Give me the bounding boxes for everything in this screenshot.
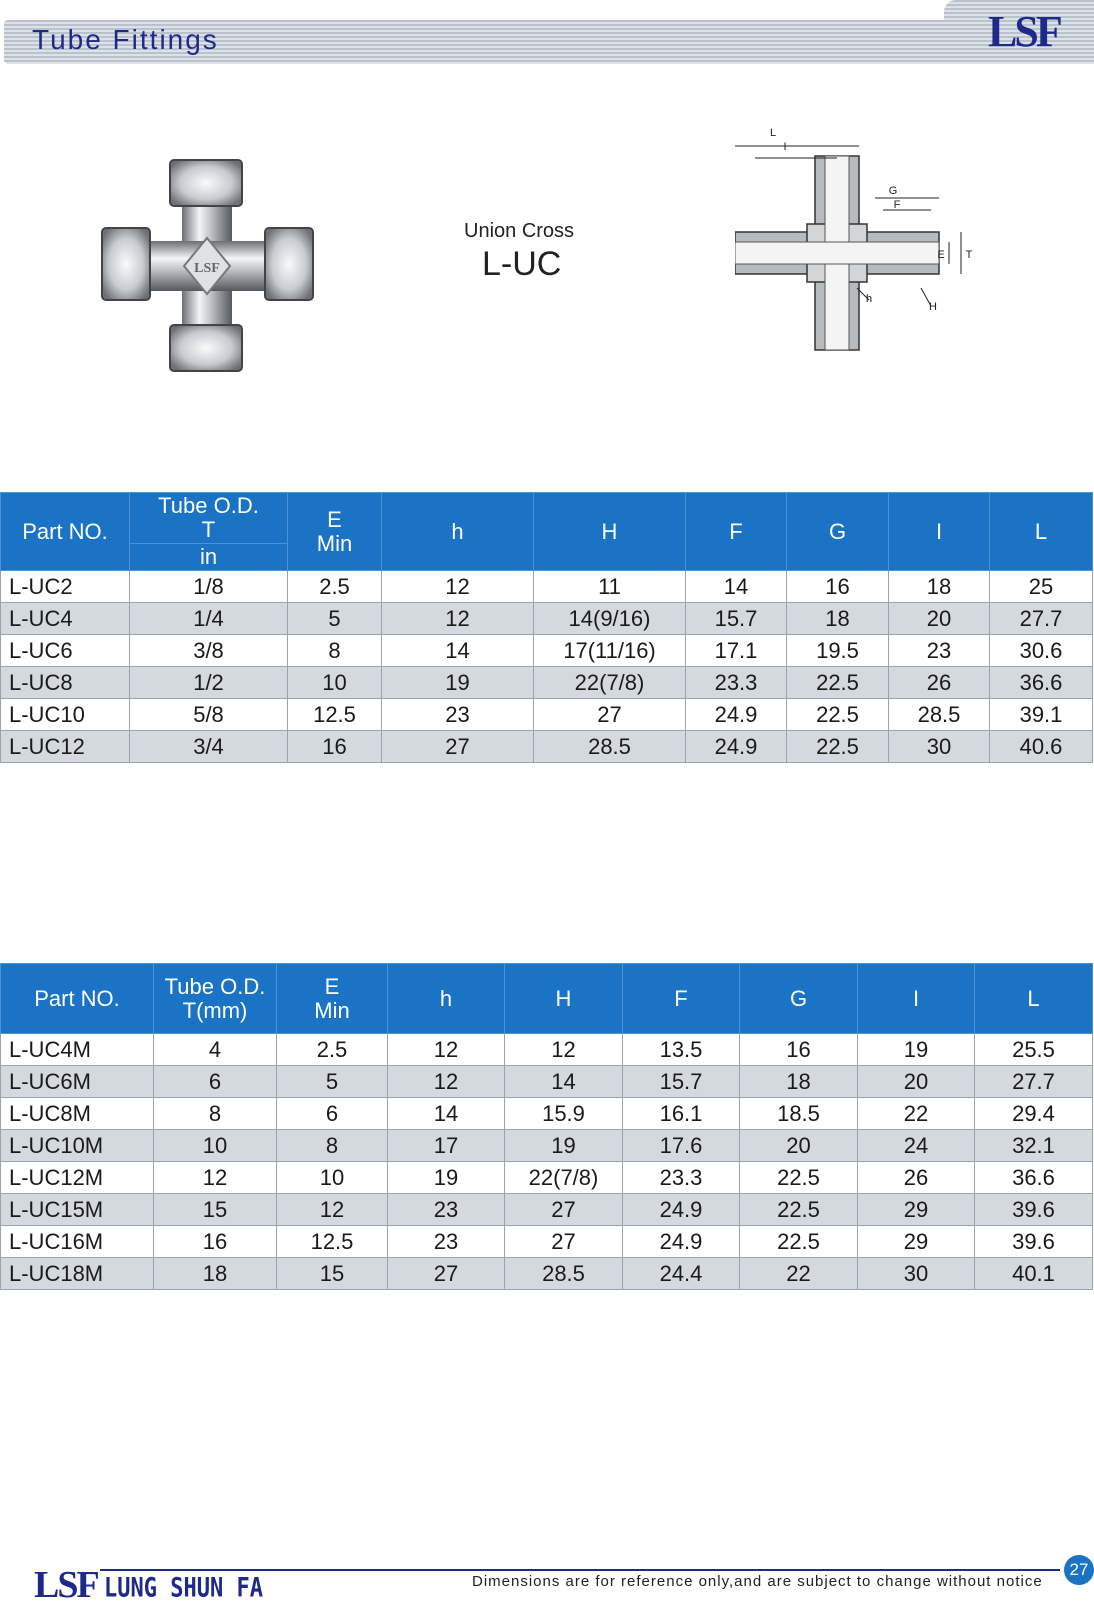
header-e-label: E (324, 973, 340, 999)
cell-e: 5 (277, 1066, 388, 1098)
header-i: I (858, 964, 975, 1034)
product-subtitle: Union Cross (464, 220, 575, 242)
cell-e: 6 (277, 1098, 388, 1130)
footer-company-name: LUNG SHUN FA (104, 1573, 263, 1604)
cell-tube-od: 15 (154, 1194, 277, 1226)
cell-h-small: 23 (388, 1194, 505, 1226)
cell-i: 30 (889, 731, 990, 763)
table-row (1, 731, 1093, 763)
cell-tube-od: 6 (154, 1066, 277, 1098)
cell-h-small: 14 (382, 635, 534, 667)
cell-i: 20 (889, 603, 990, 635)
cell-l: 40.6 (990, 731, 1093, 763)
cell-f: 24.9 (686, 731, 787, 763)
dim-label-I: I (783, 141, 787, 153)
cell-g: 18 (740, 1066, 858, 1098)
cell-h-small: 19 (388, 1162, 505, 1194)
cell-i: 18 (889, 571, 990, 603)
table-row (1, 1098, 1093, 1130)
cell-i: 28.5 (889, 699, 990, 731)
cell-e: 12.5 (277, 1226, 388, 1258)
cell-h-large: 14(9/16) (534, 603, 686, 635)
header-g: G (787, 493, 889, 571)
cell-part-no: L-UC2 (1, 571, 130, 603)
dim-label-L: L (769, 128, 777, 139)
cell-g: 16 (740, 1034, 858, 1066)
cell-h-small: 27 (382, 731, 534, 763)
cell-h-small: 17 (388, 1130, 505, 1162)
cell-part-no: L-UC6 (1, 635, 130, 667)
cell-g: 22.5 (740, 1194, 858, 1226)
cell-part-no: L-UC12 (1, 731, 130, 763)
cell-f: 24.4 (623, 1258, 740, 1290)
cell-part-no: L-UC16M (1, 1226, 154, 1258)
cell-e: 15 (277, 1258, 388, 1290)
cell-tube-od: 16 (154, 1226, 277, 1258)
cell-g: 22.5 (787, 667, 889, 699)
header-h-small: h (388, 964, 505, 1034)
cell-i: 22 (858, 1098, 975, 1130)
cell-i: 26 (858, 1162, 975, 1194)
cell-f: 23.3 (686, 667, 787, 699)
table-row (1, 1194, 1093, 1226)
cell-h-small: 12 (382, 571, 534, 603)
cell-l: 39.6 (975, 1226, 1093, 1258)
cell-e: 5 (288, 603, 382, 635)
header-f: F (686, 493, 787, 571)
cell-g: 18 (787, 603, 889, 635)
cell-i: 29 (858, 1226, 975, 1258)
cell-g: 19.5 (787, 635, 889, 667)
cell-l: 39.6 (975, 1194, 1093, 1226)
cell-h-small: 19 (382, 667, 534, 699)
cell-g: 22.5 (740, 1162, 858, 1194)
cell-f: 23.3 (623, 1162, 740, 1194)
header-h-large: H (505, 964, 623, 1034)
cell-g: 22.5 (787, 731, 889, 763)
cell-tube-od: 12 (154, 1162, 277, 1194)
table-row (1, 1130, 1093, 1162)
cell-l: 40.1 (975, 1258, 1093, 1290)
cell-g: 20 (740, 1130, 858, 1162)
inch-dimension-table (0, 492, 1093, 763)
cell-tube-od: 1/4 (130, 603, 288, 635)
cell-h-large: 14 (505, 1066, 623, 1098)
cell-l: 30.6 (990, 635, 1093, 667)
table-row (1, 635, 1093, 667)
footer-logo: LSF (34, 1564, 98, 1606)
cell-f: 24.9 (623, 1226, 740, 1258)
cell-g: 22.5 (787, 699, 889, 731)
cell-h-small: 23 (382, 699, 534, 731)
cell-h-small: 27 (388, 1258, 505, 1290)
cell-e: 12.5 (288, 699, 382, 731)
cell-tube-od: 10 (154, 1130, 277, 1162)
table-row (1, 1034, 1093, 1066)
cell-i: 23 (889, 635, 990, 667)
header-tube-t: T(mm) (182, 997, 248, 1023)
cell-e: 2.5 (277, 1034, 388, 1066)
brand-logo: LSF (988, 7, 1060, 56)
header-tube-od-label: Tube O.D. (158, 493, 259, 518)
header-tube-od (154, 964, 277, 1034)
cell-f: 17.6 (623, 1130, 740, 1162)
cell-part-no: L-UC12M (1, 1162, 154, 1194)
cell-h-small: 23 (388, 1226, 505, 1258)
cell-tube-od: 4 (154, 1034, 277, 1066)
header-part-no: Part NO. (1, 493, 130, 571)
table-row (1, 1226, 1093, 1258)
cell-h-large: 12 (505, 1034, 623, 1066)
header-g: G (740, 964, 858, 1034)
cell-part-no: L-UC18M (1, 1258, 154, 1290)
cell-part-no: L-UC4M (1, 1034, 154, 1066)
cell-e: 8 (288, 635, 382, 667)
header-tube-od-label: Tube O.D. (164, 973, 266, 999)
table-row (1, 1066, 1093, 1098)
header-l: L (990, 493, 1093, 571)
cell-g: 16 (787, 571, 889, 603)
cell-g: 22 (740, 1258, 858, 1290)
union-cross-drawing-icon (735, 128, 985, 378)
cell-part-no: L-UC10 (1, 699, 130, 731)
cell-e: 12 (277, 1194, 388, 1226)
cell-i: 30 (858, 1258, 975, 1290)
page-number: 27 (1064, 1555, 1094, 1585)
cell-h-large: 17(11/16) (534, 635, 686, 667)
cell-f: 24.9 (686, 699, 787, 731)
cell-l: 29.4 (975, 1098, 1093, 1130)
header-e-min (277, 964, 388, 1034)
cell-f: 15.7 (686, 603, 787, 635)
svg-text:LSF: LSF (194, 261, 220, 276)
cell-h-large: 11 (534, 571, 686, 603)
cell-f: 24.9 (623, 1194, 740, 1226)
header-tube-t: T (201, 517, 216, 542)
cell-tube-od: 5/8 (130, 699, 288, 731)
cell-part-no: L-UC15M (1, 1194, 154, 1226)
cell-i: 24 (858, 1130, 975, 1162)
cell-i: 20 (858, 1066, 975, 1098)
cell-part-no: L-UC8M (1, 1098, 154, 1130)
table-row (1, 603, 1093, 635)
cell-f: 14 (686, 571, 787, 603)
cell-l: 25 (990, 571, 1093, 603)
table-row (1, 667, 1093, 699)
dim-label-H: H (929, 301, 937, 313)
cell-e: 10 (277, 1162, 388, 1194)
cell-h-small: 12 (382, 603, 534, 635)
cell-tube-od: 3/8 (130, 635, 288, 667)
dim-label-T: T (965, 249, 973, 261)
cell-g: 18.5 (740, 1098, 858, 1130)
table-row (1, 1258, 1093, 1290)
cell-part-no: L-UC10M (1, 1130, 154, 1162)
footer-divider (100, 1569, 1060, 1571)
header-h-small: h (382, 493, 534, 571)
cell-h-large: 27 (505, 1226, 623, 1258)
footer-disclaimer: Dimensions are for reference only,and are subject to change without notice (472, 1573, 1043, 1590)
cell-tube-od: 3/4 (130, 731, 288, 763)
cell-h-small: 12 (388, 1066, 505, 1098)
cell-l: 36.6 (975, 1162, 1093, 1194)
header-part-no: Part NO. (1, 964, 154, 1034)
cell-h-large: 19 (505, 1130, 623, 1162)
cell-tube-od: 1/2 (130, 667, 288, 699)
cell-h-large: 22(7/8) (534, 667, 686, 699)
cell-h-large: 22(7/8) (505, 1162, 623, 1194)
dim-label-F: F (893, 199, 901, 211)
table-row (1, 1162, 1093, 1194)
cell-l: 39.1 (990, 699, 1093, 731)
cell-part-no: L-UC4 (1, 603, 130, 635)
union-cross-photo-icon (100, 158, 318, 373)
cell-e: 10 (288, 667, 382, 699)
page-title: Tube Fittings (32, 24, 219, 55)
cell-l: 25.5 (975, 1034, 1093, 1066)
header-min-label: Min (316, 530, 353, 556)
dim-label-G: G (888, 185, 898, 197)
metric-dimension-table (0, 963, 1093, 1290)
header-l: L (975, 964, 1093, 1034)
cell-i: 29 (858, 1194, 975, 1226)
cell-l: 32.1 (975, 1130, 1093, 1162)
cell-h-large: 27 (505, 1194, 623, 1226)
table-row (1, 699, 1093, 731)
cell-g: 22.5 (740, 1226, 858, 1258)
cell-h-large: 15.9 (505, 1098, 623, 1130)
header-min-label: Min (314, 997, 350, 1023)
cell-l: 36.6 (990, 667, 1093, 699)
cell-f: 16.1 (623, 1098, 740, 1130)
cell-f: 13.5 (623, 1034, 740, 1066)
cell-h-small: 12 (388, 1034, 505, 1066)
cell-e: 2.5 (288, 571, 382, 603)
cell-h-small: 14 (388, 1098, 505, 1130)
cell-tube-od: 18 (154, 1258, 277, 1290)
cell-f: 17.1 (686, 635, 787, 667)
cell-h-large: 28.5 (505, 1258, 623, 1290)
cell-i: 19 (858, 1034, 975, 1066)
cell-l: 27.7 (975, 1066, 1093, 1098)
header-h-large: H (534, 493, 686, 571)
header-e-label: E (327, 506, 342, 532)
header-tube-unit: in (130, 544, 288, 571)
cell-e: 16 (288, 731, 382, 763)
cell-e: 8 (277, 1130, 388, 1162)
cell-i: 26 (889, 667, 990, 699)
product-model: L-UC (482, 245, 562, 283)
cell-l: 27.7 (990, 603, 1093, 635)
cell-tube-od: 1/8 (130, 571, 288, 603)
cell-f: 15.7 (623, 1066, 740, 1098)
header-e-min (288, 493, 382, 571)
dim-label-E: E (937, 249, 945, 261)
cell-part-no: L-UC6M (1, 1066, 154, 1098)
cell-part-no: L-UC8 (1, 667, 130, 699)
header-tube-od (130, 493, 288, 544)
cell-tube-od: 8 (154, 1098, 277, 1130)
cell-h-large: 28.5 (534, 731, 686, 763)
dim-label-h: h (865, 293, 873, 305)
header-i: I (889, 493, 990, 571)
header-f: F (623, 964, 740, 1034)
cell-h-large: 27 (534, 699, 686, 731)
table-row (1, 571, 1093, 603)
